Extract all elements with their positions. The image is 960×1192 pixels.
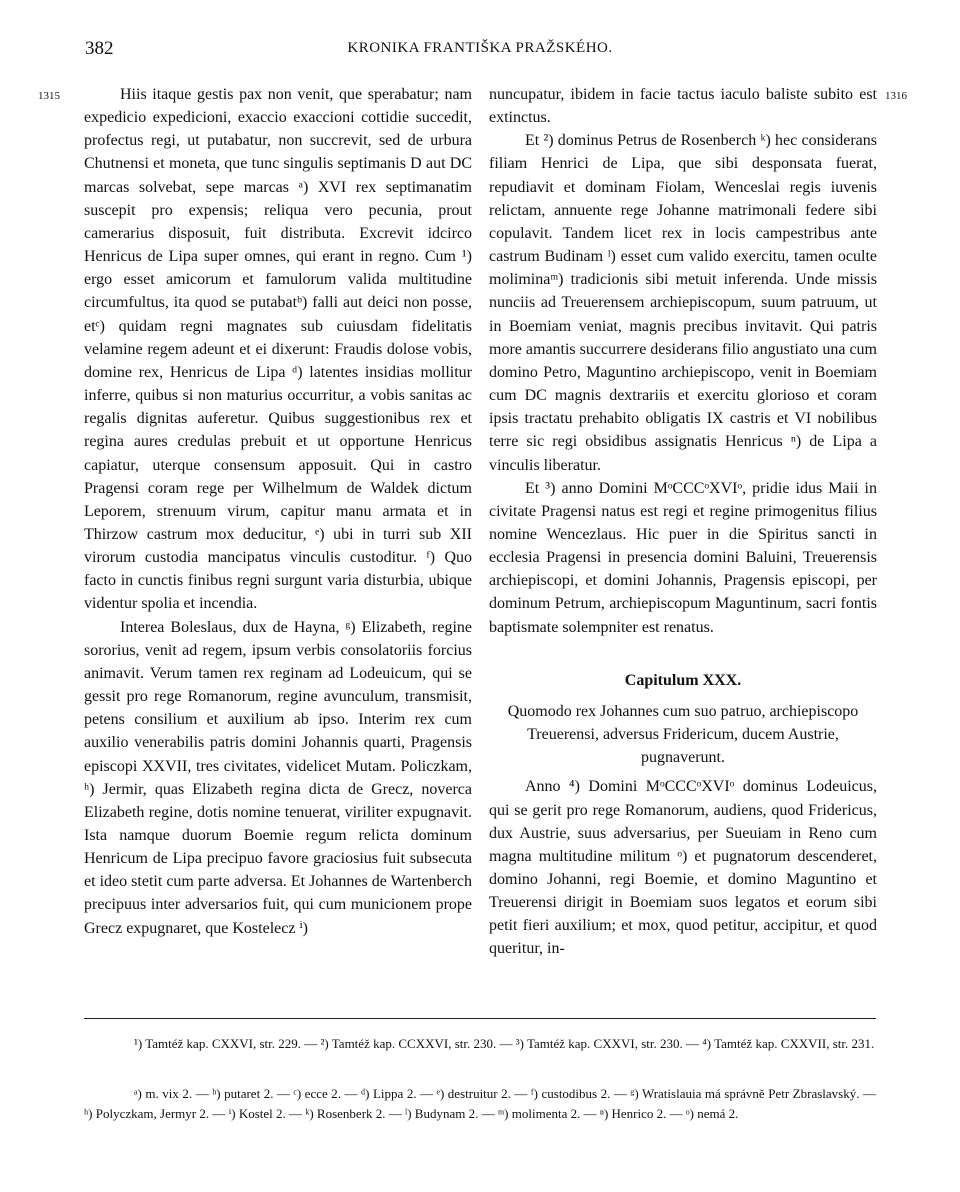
- right-paragraph-3: Et ³) anno Domini MᵒCCCᵒXVIᵒ, pridie idus Maii in civitate Pragensi natus est regi et regine primogenitus filius nomine Wencezlaus. Hic puer in die Spiritus sancti in ecclesia Pragensi in presencia domini Baluini, Treuerensis archiepiscopi, et domini Johannis, Pragensis episcopi, per dominum Petrum, archiepiscopum Maguntinum, sacri fontis baptismate solempniter est renatus.: [489, 479, 877, 636]
- page-header: [0, 38, 960, 62]
- footnote-numeric-text: ¹) Tamtéž kap. CXXVI, str. 229. — ²) Tamtéž kap. CCXXVI, str. 230. — ³) Tamtéž kap. CXXVI, str. 230. — ⁴) Tamtéž kap. CXXVII, str. 231.: [134, 1036, 875, 1051]
- margin-year-right: 1316: [885, 90, 907, 102]
- right-paragraph-4: Anno ⁴) Domini MᵒCCCᵒXVIᵒ dominus Lodeuicus, qui se gerit pro rege Romanorum, audiens, quod Fridericus, dux Austrie, suus adversarius, per Sueuiam in Reno cum magna multitudine militum ᵒ) et pugnatorum descenderet, domino Johanni, regi Boemie, et domino Maguntino et Treuerensi dirigit in Boemiam suos legatos et eorum sibi petit fieri auxilium; et mox, quod petitur, accipitur, et quod queritur, in-: [489, 778, 877, 958]
- footnote-lettered-text: ᵃ) m. vix 2. — ᵇ) putaret 2. — ᶜ) ecce 2. — ᵈ) Lippa 2. — ᵉ) destruitur 2. — ᶠ) custodibus 2. — ᵍ) Wratislauia má správně Petr Zbraslavský. — ʰ) Polyczkam, Jermyr 2. — ⁱ) Kostel 2. — ᵏ) Rosenberk 2. — ˡ) Budynam 2. — ᵐ) molimenta 2. — ⁿ) Henrico 2. — ᵒ) nemá 2.: [84, 1086, 876, 1121]
- right-paragraph-2: Et ²) dominus Petrus de Rosenberch ᵏ) hec considerans filiam Henrici de Lipa, que sibi desponsata fuerat, repudiavit et dominam Fiolam, Wenceslai regis iuvenis relictam, annuente rege Johanne matrimonali federe sibi copulavit. Tandem licet rex in locis campestribus ante castrum Budinam ˡ) esset cum valido exercitu, tamen oculte moliminaᵐ) tradicionis sibi metuit inferenda. Unde missis nunciis ad Treuerensem archiepiscopum, suum patruum, ut in Boemiam veniat, magnis precibus invitavit. Qui patris more amantis succurrere desiderans filio angustiato una cum domino Petro, Maguntino archiepiscopo, venit in Boemiam cum DC magnis dextrariis et exercitu glorioso et coram ipsis tractatu prehabito obligatis IX castris et VI nobilibus terre sic regi obsidibus assignatis Henricus ⁿ) de Lipa a vinculis liberatur.: [489, 132, 877, 474]
- page-number: 382: [85, 38, 114, 59]
- right-paragraph-1: nuncupatur, ibidem in facie tactus iaculo baliste subito est extinctus.: [489, 86, 877, 127]
- footnote-rule: [84, 1018, 876, 1019]
- left-paragraph-1: Hiis itaque gestis pax non venit, que sperabatur; nam expedicio expedicioni, exaccio exaccioni cottidie succedit, profectus regi, ut putabatur, non succrevit, sed de urbura Chutnensi et moneta, que tunc singulis septimanis D aut DC marcas solvebat, sepe marcas ᵃ) XVI rex septimanatim suscepit pro expensis; reliqua vero pecunia, prout camerarius disposuit, fuit distributa. Excrevit idcirco Henricus de Lipa super omnes, qui erant in regno. Cum ¹) ergo esset amicorum et famulorum valida multitudine circumfultus, ita quod se putabatᵇ) falli aut deici non posse, etᶜ) quidam regni magnates sub cuiusdam fidelitatis velamine regem adeunt et ei dixerunt: Fraudis dolose vobis, domine rex, Henricus de Lipa ᵈ) latentes insidias mollitur inferre, quibus si non maturius occurritur, a vobis sanitas ac regalis dignitas auferetur. Quibus suggestionibus rex et regina aures credulas prebuit et ut opportune Henricus capiatur, uterque consensum apposuit. Qui in castro Pragensi coram rege per Wilhelmum de Waldek dictum Leporem, strenuum virum, capitur manu armata et in Thirzow castrum mox deducitur, ᵉ) ubi in turri sub XII virorum custodia mancipatus vinculis custoditur. ᶠ) Quo facto in cunctis finibus regni surgunt varia disturbia, ubique videntur spolia et incendia.: [84, 86, 472, 613]
- footnotes-numeric: [84, 1034, 876, 1054]
- left-paragraph-2: Interea Boleslaus, dux de Hayna, ᵍ) Elizabeth, regine sororius, venit ad regem, ipsum verbis consolatoriis forcius animavit. Verum tamen rex reginam ad Lodeuicum, qui se gessit pro rege Romanorum, regine avunculum, transmisit, petens consilium et auxilium ab ipso. Interim rex cum auxilio venerabilis patris domini Johannis quarti, Pragensis episcopi XXVII, tres civitates, videlicet Mutam. Policzkam, ʰ) Jermir, quas Elizabeth regina dicta de Grecz, noverca Elizabeth regine, dotis nomine tenuerat, viriliter expugnavit. Ista namque duorum Boemie regum relicta dominum Henricum de Lipa precipuo favore graciosius fuit subsecuta et ideo stetit cum parte adversa. Et Johannes de Wartenberch precipuus inter adversarios fuit, qui cum municionem prope Grecz expugnaret, que Kostelecz ⁱ): [84, 618, 472, 937]
- left-column: [84, 83, 472, 940]
- running-title: KRONIKA FRANTIŠKA PRAŽSKÉHO.: [347, 40, 613, 56]
- chapter-summary: Quomodo rex Johannes cum suo patruo, archiepiscopo Treuerensi, adversus Fridericum, ducem Austrie, pugnaverunt.: [507, 702, 859, 767]
- right-column: [489, 83, 877, 961]
- margin-year-left: 1315: [38, 90, 60, 102]
- chapter-title: Capitulum XXX.: [624, 671, 742, 689]
- footnotes-lettered: [84, 1084, 876, 1124]
